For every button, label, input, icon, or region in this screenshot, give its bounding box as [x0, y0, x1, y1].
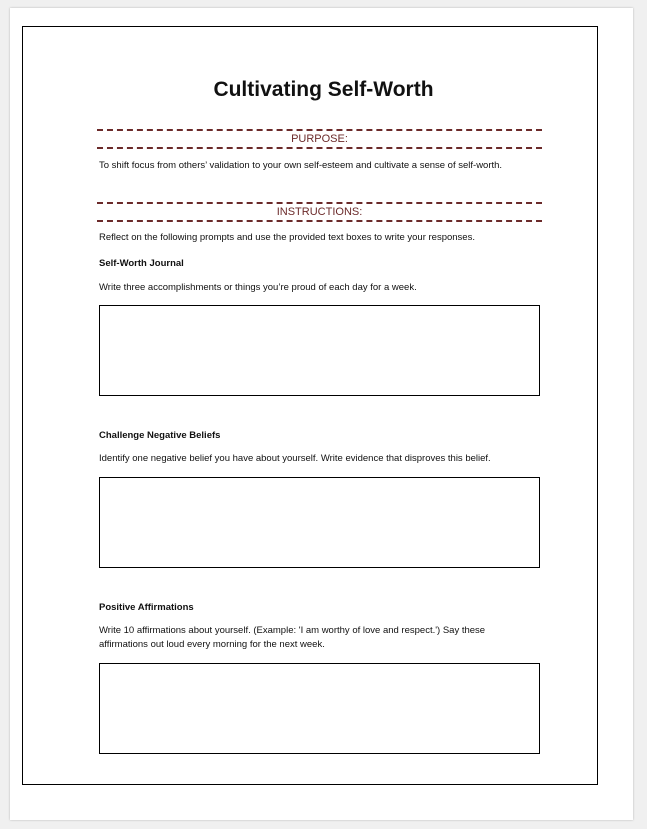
purpose-band — [97, 129, 542, 149]
response-box-self-worth-journal[interactable] — [99, 305, 540, 396]
section-heading-positive-affirmations: Positive Affirmations — [99, 602, 194, 613]
response-box-challenge-negative-beliefs[interactable] — [99, 477, 540, 568]
instructions-label: INSTRUCTIONS: — [271, 206, 369, 218]
section-heading-challenge-negative-beliefs: Challenge Negative Beliefs — [99, 430, 221, 441]
section-prompt-self-worth-journal: Write three accomplishments or things you’re proud of each day for a week. — [99, 282, 417, 293]
purpose-label: PURPOSE: — [285, 133, 354, 145]
purpose-text: To shift focus from others’ validation to your own self-esteem and cultivate a sense of self-worth. — [99, 160, 503, 171]
response-box-positive-affirmations[interactable] — [99, 663, 540, 754]
instructions-text: Reflect on the following prompts and use the provided text boxes to write your responses. — [99, 232, 475, 243]
page-title: Cultivating Self-Worth — [213, 78, 434, 101]
section-prompt-positive-affirmations: Write 10 affirmations about yourself. (Example: 'I am worthy of love and respect.') Say these affirmations out loud every morning for the next week. — [99, 625, 486, 650]
instructions-band — [97, 202, 542, 222]
section-prompt-challenge-negative-beliefs: Identify one negative belief you have about yourself. Write evidence that disproves this belief. — [99, 453, 491, 464]
section-heading-self-worth-journal: Self-Worth Journal — [99, 258, 184, 269]
